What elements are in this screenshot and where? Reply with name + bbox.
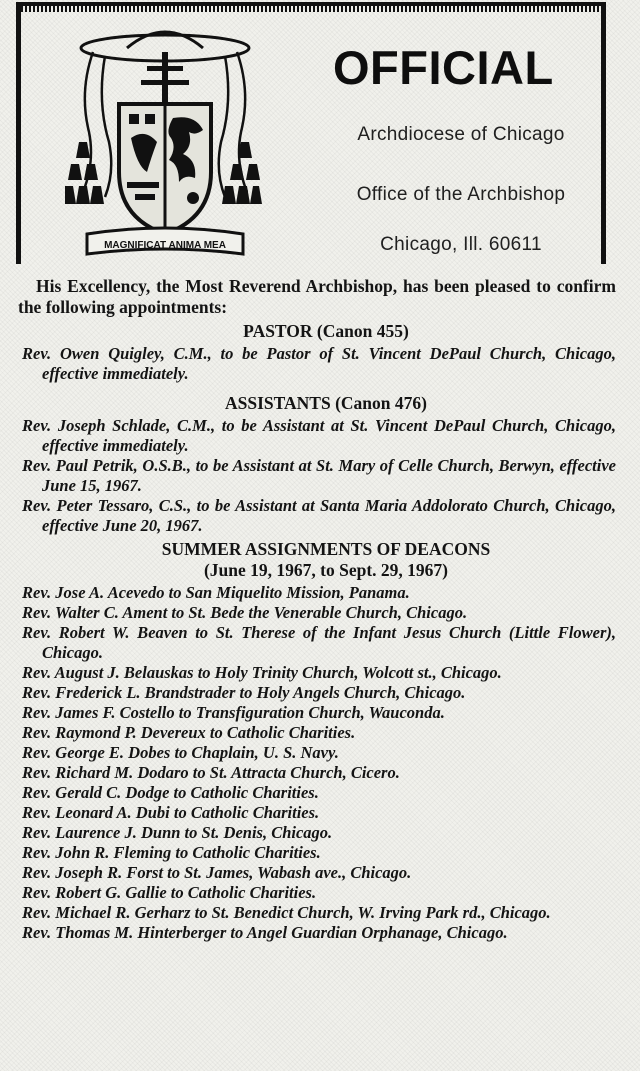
deacon-entry: Rev. Jose A. Acevedo to San Miquelito Mission, Panama. [22, 583, 410, 602]
deacon-entry: Rev. Richard M. Dodaro to St. Attracta Church, Cicero. [22, 763, 400, 782]
header-city: Chicago, Ill. 60611 [380, 234, 542, 255]
header-office: Office of the Archbishop [356, 184, 566, 205]
deacon-entry: Rev. Robert G. Gallie to Catholic Charities. [22, 883, 317, 902]
deacon-entry: Rev. Walter C. Ament to St. Bede the Venerable Church, Chicago. [22, 603, 468, 622]
deacon-entry: Rev. Michael R. Gerharz to St. Benedict Church, W. Irving Park rd., Chicago. [22, 903, 551, 922]
deacon-entry: Rev. Leonard A. Dubi to Catholic Charities. [22, 803, 320, 822]
deacon-entry: Rev. Robert W. Beaven to St. Therese of the Infant Jesus Church (Little Flower), Chicago. [22, 623, 616, 662]
intro-paragraph: His Excellency, the Most Reverend Archbishop, has been pleased to confirm the following appointments: [18, 276, 616, 317]
assistant-entry: Rev. Paul Petrik, O.S.B., to be Assistant at St. Mary of Celle Church, Berwyn, effective June 15, 1967. [22, 456, 616, 495]
deacons-date-range: (June 19, 1967, to Sept. 29, 1967) [203, 560, 449, 580]
deacon-entry: Rev. Gerald C. Dodge to Catholic Charities. [22, 783, 319, 802]
deacon-entry: Rev. Laurence J. Dunn to St. Denis, Chicago. [22, 823, 333, 842]
coat-of-arms-motto: MAGNIFICAT ANIMA MEA [104, 240, 226, 251]
assistant-entry: Rev. Joseph Schlade, C.M., to be Assistant at St. Vincent DePaul Church, Chicago, effective immediately. [22, 416, 616, 455]
coat-of-arms-icon [65, 22, 265, 264]
header-archdiocese: Archdiocese of Chicago [357, 124, 565, 145]
assistants-heading: ASSISTANTS (Canon 476) [225, 393, 427, 413]
deacon-entry: Rev. Frederick L. Brandstrader to Holy Angels Church, Chicago. [22, 683, 466, 702]
assistant-entry: Rev. Peter Tessaro, C.S., to be Assistant at Santa Maria Addolorato Church, Chicago, effective June 20, 1967. [22, 496, 616, 535]
deacon-entry: Rev. John R. Fleming to Catholic Charities. [22, 843, 321, 862]
deacon-entry: Rev. George E. Dobes to Chaplain, U. S. Navy. [22, 743, 339, 762]
deacon-entry: Rev. Raymond P. Devereux to Catholic Charities. [22, 723, 356, 742]
page-title: OFFICIAL [333, 41, 554, 94]
deacon-entry: Rev. James F. Costello to Transfiguration Church, Wauconda. [22, 703, 445, 722]
pastor-heading: PASTOR (Canon 455) [243, 321, 409, 341]
official-header [16, 2, 606, 264]
pastor-entry: Rev. Owen Quigley, C.M., to be Pastor of St. Vincent DePaul Church, Chicago, effective immediately. [22, 344, 616, 383]
announcement-body [18, 276, 616, 943]
deacon-entry: Rev. Thomas M. Hinterberger to Angel Guardian Orphanage, Chicago. [22, 923, 508, 942]
deacon-entry: Rev. Joseph R. Forst to St. James, Wabash ave., Chicago. [22, 863, 412, 882]
deacon-entry: Rev. August J. Belauskas to Holy Trinity Church, Wolcott st., Chicago. [22, 663, 502, 682]
deacons-heading: SUMMER ASSIGNMENTS OF DEACONS [161, 539, 491, 559]
